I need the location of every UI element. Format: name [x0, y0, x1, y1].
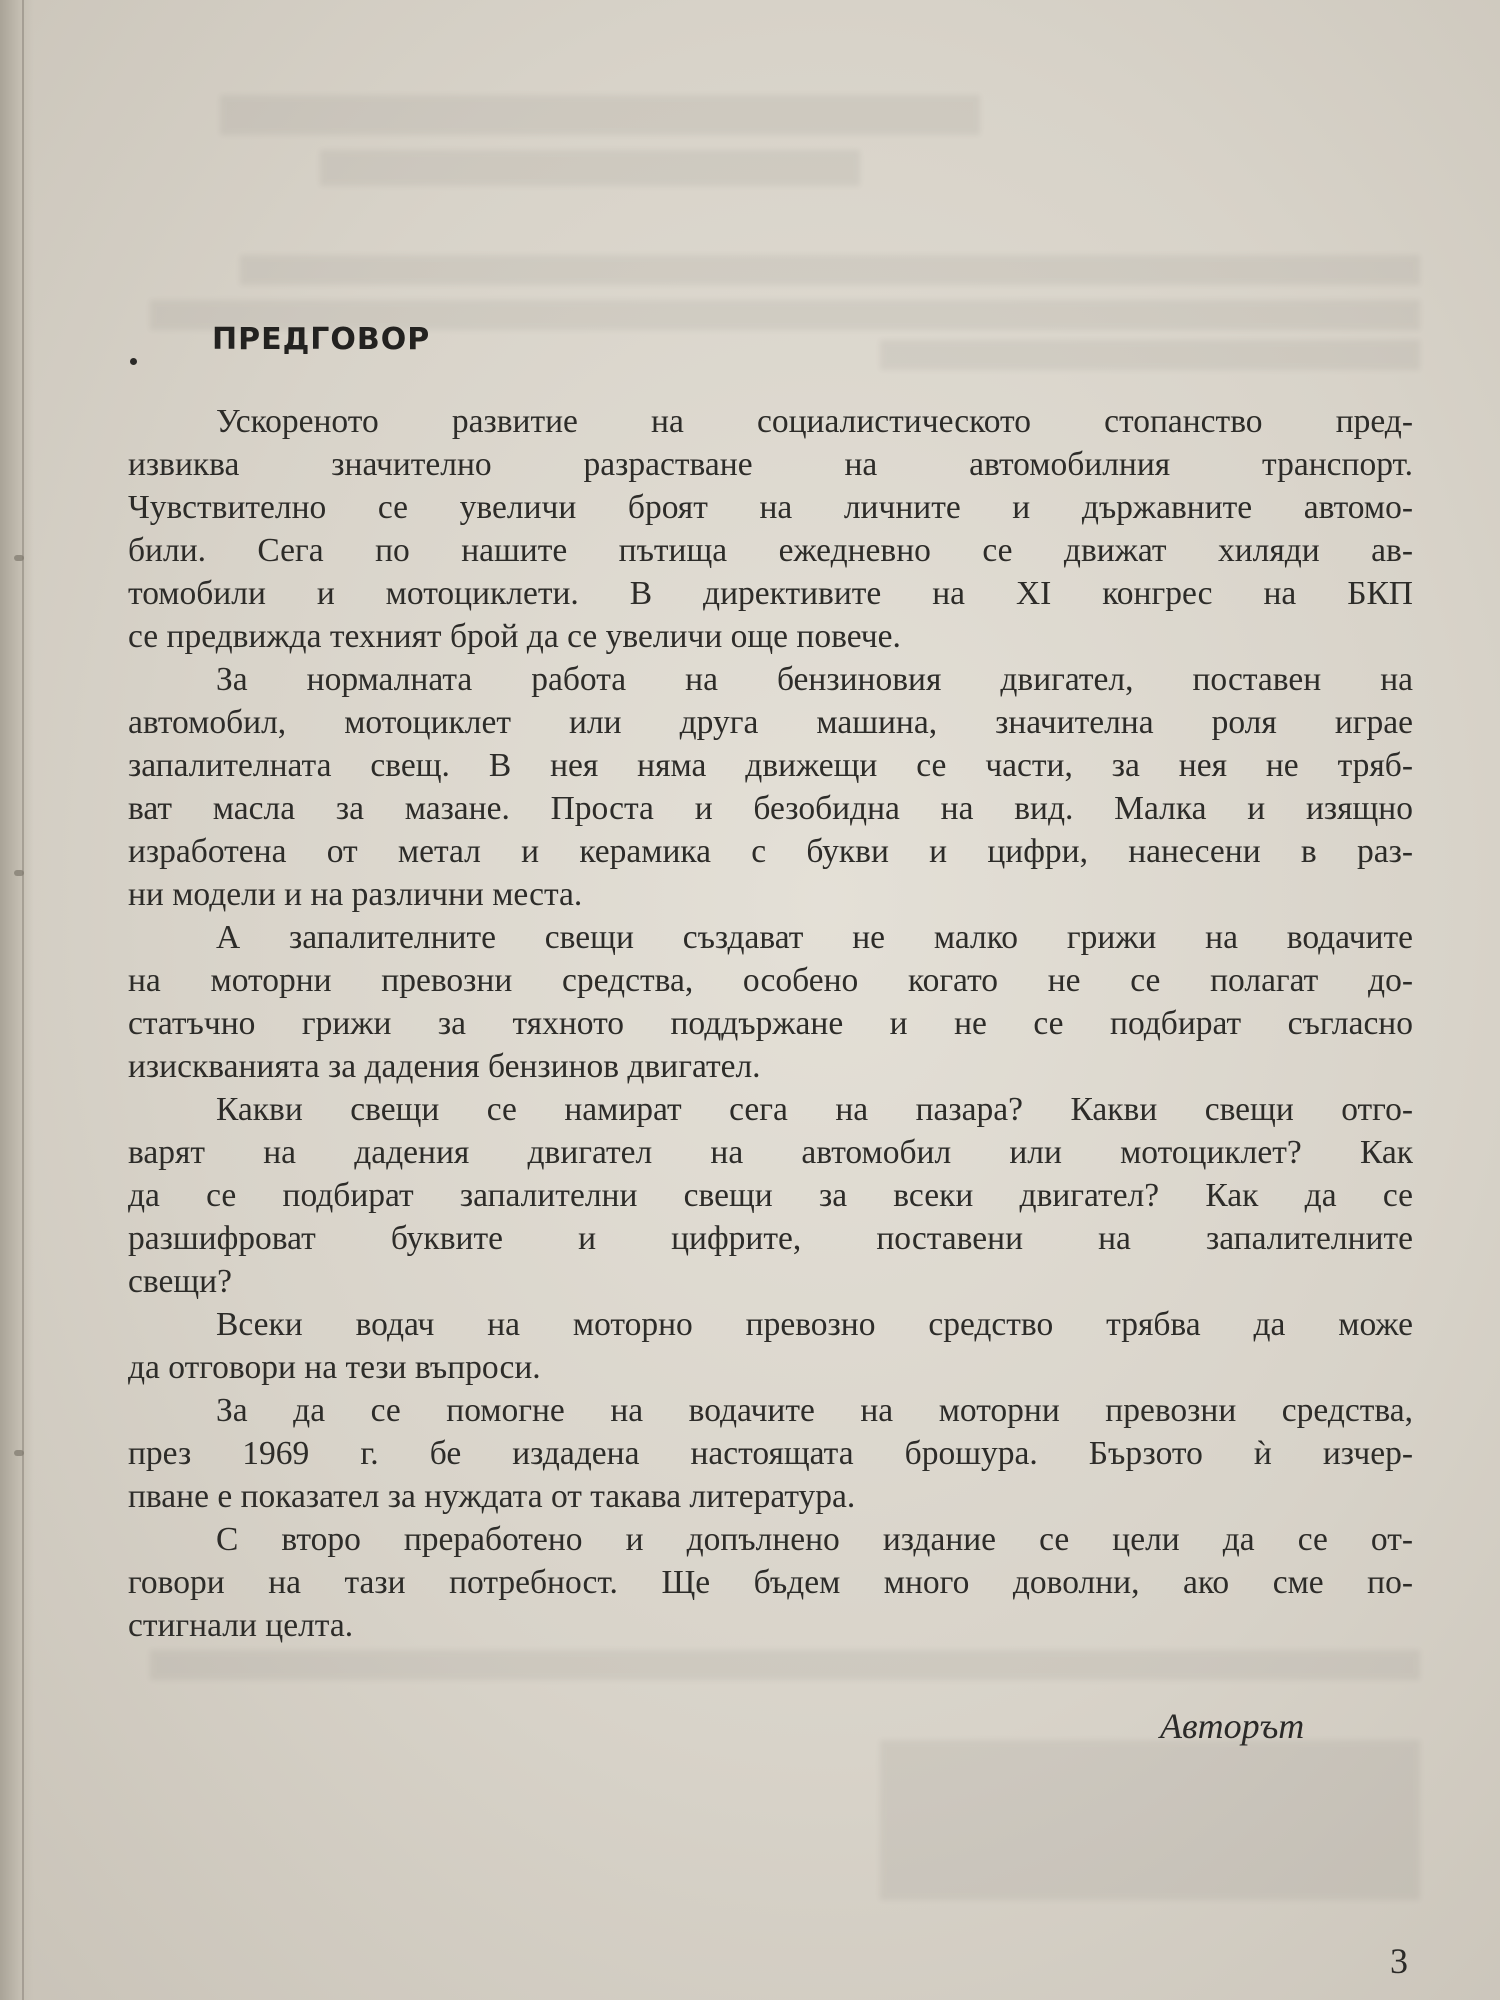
paragraph: [128, 1303, 1413, 1389]
text-line: варят на дадения двигател на автомобил или мотоциклет? Как: [128, 1134, 1413, 1171]
text-line: За да се помогне на водачите на моторни превозни средства,: [216, 1392, 1413, 1429]
text-line: За нормалната работа на бензиновия двигател, поставен на: [216, 661, 1413, 698]
paragraph: [128, 916, 1413, 1088]
page-title: ПРЕДГОВОР: [212, 322, 431, 357]
text-line: томобили и мотоциклети. В директивите на XI конгрес на БКП: [128, 575, 1413, 612]
stray-ink-dot: [130, 358, 137, 365]
text-line: запалителната свещ. В нея няма движещи се части, за нея не тряб-: [128, 747, 1413, 784]
paragraph: [128, 1088, 1413, 1303]
text-line: се предвижда техният брой да се увеличи още повече.: [128, 618, 901, 655]
page-number: 3: [1390, 1941, 1408, 1981]
text-line: статъчно грижи за тяхното поддържане и не се подбират съгласно: [128, 1005, 1413, 1042]
text-line: разшифроват буквите и цифрите, поставени на запалителните: [128, 1220, 1413, 1257]
bleed-through-mark: [220, 95, 980, 135]
bleed-through-mark: [150, 1650, 1420, 1680]
text-line: били. Сега по нашите пътища ежедневно се движат хиляди ав-: [128, 532, 1413, 569]
text-line: стигнали целта.: [128, 1607, 354, 1644]
binding-stitch: [14, 1450, 24, 1456]
text-line: ни модели и на различни места.: [128, 876, 583, 913]
bleed-through-mark: [320, 150, 860, 186]
paragraph: [128, 1389, 1413, 1518]
text-line: изработена от метал и керамика с букви и цифри, нанесени в раз-: [128, 833, 1413, 870]
binding-crease: [22, 0, 24, 2000]
paragraph: [128, 400, 1413, 658]
text-line: да се подбират запалителни свещи за всеки двигател? Как да се: [128, 1177, 1413, 1214]
binding-stitch: [14, 870, 24, 876]
paragraph: [128, 658, 1413, 916]
text-line: извиква значително разрастване на автомобилния транспорт.: [128, 446, 1413, 483]
text-line: автомобил, мотоциклет или друга машина, значителна роля играе: [128, 704, 1413, 741]
text-line: да отговори на тези въпроси.: [128, 1349, 541, 1386]
author-signature: Авторът: [1160, 1706, 1305, 1746]
text-line: говори на тази потребност. Ще бъдем много доволни, ако сме по-: [128, 1564, 1413, 1601]
text-line: пване е показател за нуждата от такава литература.: [128, 1478, 856, 1515]
text-line: Какви свещи се намират сега на пазара? Какви свещи отго-: [216, 1091, 1413, 1128]
bleed-through-mark: [880, 340, 1420, 370]
text-line: свещи?: [128, 1263, 232, 1300]
bleed-through-mark: [240, 255, 1420, 285]
text-line: Чувствително се увеличи броят на личните и държавните автомо-: [128, 489, 1413, 526]
text-line: Всеки водач на моторно превозно средство трябва да може: [216, 1306, 1413, 1343]
text-line: изискванията за дадения бензинов двигател.: [128, 1048, 761, 1085]
bleed-through-mark: [880, 1740, 1420, 1900]
binding-edge: [0, 0, 34, 2000]
text-line: ват масла за мазане. Проста и безобидна на вид. Малка и изящно: [128, 790, 1413, 827]
text-line: през 1969 г. бе издадена настоящата брошура. Бързото ѝ изчер-: [128, 1435, 1413, 1472]
text-line: С второ преработено и допълнено издание се цели да се от-: [216, 1521, 1413, 1558]
binding-stitch: [14, 555, 24, 561]
paragraph: [128, 1518, 1413, 1647]
text-line: А запалителните свещи създават не малко грижи на водачите: [216, 919, 1413, 956]
text-line: Ускореното развитие на социалистическото стопанство пред-: [216, 403, 1413, 440]
text-line: на моторни превозни средства, особено когато не се полагат до-: [128, 962, 1413, 999]
preface-body: [128, 400, 1413, 1647]
